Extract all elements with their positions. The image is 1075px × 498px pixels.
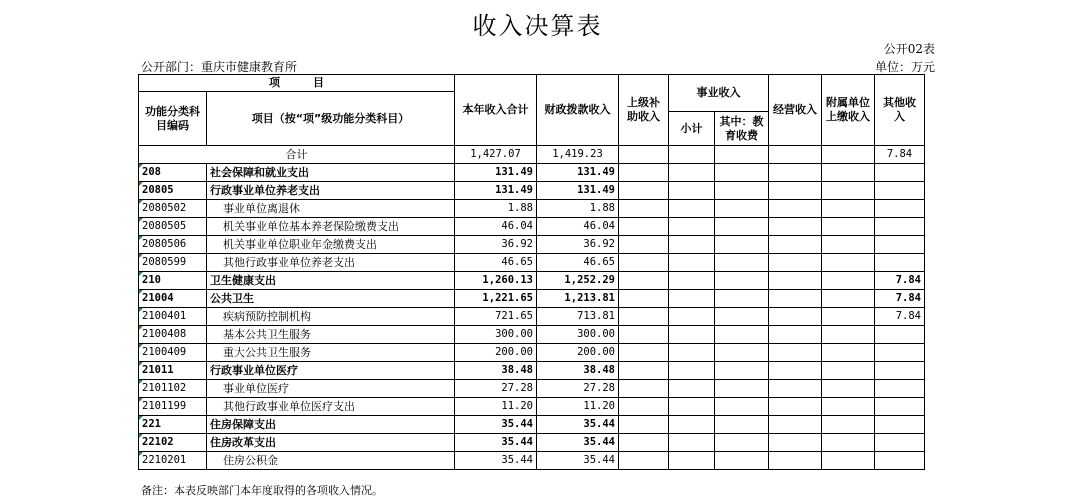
row-other bbox=[875, 362, 925, 380]
row-superior bbox=[619, 362, 669, 380]
row-affiliated bbox=[822, 434, 875, 452]
row-fiscal: 35.44 bbox=[537, 434, 619, 452]
row-affiliated bbox=[822, 182, 875, 200]
row-superior bbox=[619, 380, 669, 398]
row-total: 11.20 bbox=[455, 398, 537, 416]
row-business-subtotal bbox=[669, 218, 715, 236]
total-row bbox=[139, 146, 925, 164]
row-operating bbox=[769, 452, 822, 470]
row-total: 1.88 bbox=[455, 200, 537, 218]
row-other: 7.84 bbox=[875, 272, 925, 290]
row-name: 社会保障和就业支出 bbox=[207, 164, 455, 182]
row-fiscal: 11.20 bbox=[537, 398, 619, 416]
row-name: 机关事业单位基本养老保险缴费支出 bbox=[207, 218, 455, 236]
row-business-subtotal bbox=[669, 308, 715, 326]
row-total: 46.04 bbox=[455, 218, 537, 236]
row-edu-fee bbox=[715, 344, 769, 362]
row-edu-fee bbox=[715, 218, 769, 236]
row-other bbox=[875, 326, 925, 344]
row-affiliated bbox=[822, 326, 875, 344]
row-other bbox=[875, 452, 925, 470]
row-edu-fee bbox=[715, 434, 769, 452]
row-business-subtotal bbox=[669, 254, 715, 272]
table-row bbox=[139, 416, 925, 434]
row-business-subtotal bbox=[669, 290, 715, 308]
row-other: 7.84 bbox=[875, 290, 925, 308]
table-row bbox=[139, 344, 925, 362]
table-row bbox=[139, 452, 925, 470]
row-total: 131.49 bbox=[455, 182, 537, 200]
row-superior bbox=[619, 218, 669, 236]
row-name: 卫生健康支出 bbox=[207, 272, 455, 290]
row-superior bbox=[619, 164, 669, 182]
row-other bbox=[875, 182, 925, 200]
row-code: 2080502 bbox=[139, 200, 207, 218]
row-affiliated bbox=[822, 200, 875, 218]
row-edu-fee bbox=[715, 416, 769, 434]
header-item: 项 目 bbox=[139, 75, 455, 92]
header-fiscal: 财政拨款收入 bbox=[537, 75, 619, 146]
row-business-subtotal bbox=[669, 182, 715, 200]
row-superior bbox=[619, 434, 669, 452]
row-total: 300.00 bbox=[455, 326, 537, 344]
row-total: 35.44 bbox=[455, 416, 537, 434]
row-operating bbox=[769, 290, 822, 308]
table-row bbox=[139, 200, 925, 218]
row-business-subtotal bbox=[669, 398, 715, 416]
row-other: 7.84 bbox=[875, 308, 925, 326]
row-fiscal: 1,252.29 bbox=[537, 272, 619, 290]
row-total: 1,221.65 bbox=[455, 290, 537, 308]
row-total: 36.92 bbox=[455, 236, 537, 254]
header-operating: 经营收入 bbox=[769, 75, 822, 146]
row-total: 131.49 bbox=[455, 164, 537, 182]
row-operating bbox=[769, 398, 822, 416]
row-affiliated bbox=[822, 452, 875, 470]
row-superior bbox=[619, 398, 669, 416]
row-code: 22102 bbox=[139, 434, 207, 452]
row-name: 疾病预防控制机构 bbox=[207, 308, 455, 326]
header-edu-fee: 其中：教育收费 bbox=[715, 112, 769, 146]
row-operating bbox=[769, 308, 822, 326]
row-total: 721.65 bbox=[455, 308, 537, 326]
row-operating bbox=[769, 254, 822, 272]
table-row bbox=[139, 434, 925, 452]
row-business-subtotal bbox=[669, 272, 715, 290]
row-name: 公共卫生 bbox=[207, 290, 455, 308]
table-row bbox=[139, 164, 925, 182]
total-other-value: 7.84 bbox=[875, 146, 925, 164]
footnote: 备注：本表反映部门本年度取得的各项收入情况。 bbox=[141, 484, 383, 497]
header-other: 其他收入 bbox=[875, 75, 925, 146]
row-edu-fee bbox=[715, 452, 769, 470]
income-table bbox=[138, 74, 925, 470]
row-affiliated bbox=[822, 254, 875, 272]
row-business-subtotal bbox=[669, 380, 715, 398]
table-row bbox=[139, 326, 925, 344]
row-other bbox=[875, 416, 925, 434]
row-total: 27.28 bbox=[455, 380, 537, 398]
row-business-subtotal bbox=[669, 452, 715, 470]
row-fiscal: 46.65 bbox=[537, 254, 619, 272]
row-operating bbox=[769, 434, 822, 452]
row-fiscal: 36.92 bbox=[537, 236, 619, 254]
row-edu-fee bbox=[715, 398, 769, 416]
row-business-subtotal bbox=[669, 362, 715, 380]
row-total: 200.00 bbox=[455, 344, 537, 362]
row-edu-fee bbox=[715, 236, 769, 254]
row-fiscal: 35.44 bbox=[537, 416, 619, 434]
row-fiscal: 200.00 bbox=[537, 344, 619, 362]
row-total: 35.44 bbox=[455, 452, 537, 470]
row-affiliated bbox=[822, 398, 875, 416]
row-edu-fee bbox=[715, 362, 769, 380]
row-code: 208 bbox=[139, 164, 207, 182]
row-total: 38.48 bbox=[455, 362, 537, 380]
row-operating bbox=[769, 416, 822, 434]
row-other bbox=[875, 434, 925, 452]
row-superior bbox=[619, 236, 669, 254]
row-name: 住房改革支出 bbox=[207, 434, 455, 452]
row-affiliated bbox=[822, 272, 875, 290]
row-fiscal: 300.00 bbox=[537, 326, 619, 344]
table-row bbox=[139, 308, 925, 326]
row-business-subtotal bbox=[669, 236, 715, 254]
row-code: 2101199 bbox=[139, 398, 207, 416]
header-business: 事业收入 bbox=[669, 75, 769, 112]
row-fiscal: 131.49 bbox=[537, 164, 619, 182]
row-affiliated bbox=[822, 164, 875, 182]
header-affiliated: 附属单位上缴收入 bbox=[822, 75, 875, 146]
row-code: 2210201 bbox=[139, 452, 207, 470]
row-other bbox=[875, 254, 925, 272]
row-affiliated bbox=[822, 218, 875, 236]
row-superior bbox=[619, 452, 669, 470]
header-total-income: 本年收入合计 bbox=[455, 75, 537, 146]
unit-label: 单位：万元 bbox=[874, 60, 935, 74]
row-superior bbox=[619, 182, 669, 200]
row-operating bbox=[769, 218, 822, 236]
row-other bbox=[875, 164, 925, 182]
table-row bbox=[139, 398, 925, 416]
row-operating bbox=[769, 164, 822, 182]
row-edu-fee bbox=[715, 182, 769, 200]
row-name: 行政事业单位养老支出 bbox=[207, 182, 455, 200]
row-name: 其他行政事业单位医疗支出 bbox=[207, 398, 455, 416]
row-name: 基本公共卫生服务 bbox=[207, 326, 455, 344]
row-business-subtotal bbox=[669, 326, 715, 344]
row-name: 事业单位医疗 bbox=[207, 380, 455, 398]
row-other bbox=[875, 398, 925, 416]
row-affiliated bbox=[822, 380, 875, 398]
row-other bbox=[875, 200, 925, 218]
header-item-name: 项目（按“项”级功能分类科目） bbox=[207, 92, 455, 146]
page-title: 收入决算表 bbox=[472, 12, 603, 40]
table-row bbox=[139, 272, 925, 290]
row-operating bbox=[769, 362, 822, 380]
row-code: 2080599 bbox=[139, 254, 207, 272]
row-edu-fee bbox=[715, 290, 769, 308]
department-label: 公开部门：重庆市健康教育所 bbox=[141, 60, 298, 74]
row-name: 重大公共卫生服务 bbox=[207, 344, 455, 362]
row-operating bbox=[769, 182, 822, 200]
row-name: 其他行政事业单位养老支出 bbox=[207, 254, 455, 272]
row-other bbox=[875, 218, 925, 236]
row-edu-fee bbox=[715, 326, 769, 344]
table-row bbox=[139, 236, 925, 254]
row-operating bbox=[769, 344, 822, 362]
row-code: 221 bbox=[139, 416, 207, 434]
row-affiliated bbox=[822, 236, 875, 254]
row-name: 机关事业单位职业年金缴费支出 bbox=[207, 236, 455, 254]
row-edu-fee bbox=[715, 164, 769, 182]
row-other bbox=[875, 236, 925, 254]
row-total: 46.65 bbox=[455, 254, 537, 272]
row-name: 行政事业单位医疗 bbox=[207, 362, 455, 380]
row-superior bbox=[619, 308, 669, 326]
row-superior bbox=[619, 290, 669, 308]
row-name: 事业单位离退休 bbox=[207, 200, 455, 218]
row-other bbox=[875, 344, 925, 362]
row-business-subtotal bbox=[669, 164, 715, 182]
table-row bbox=[139, 380, 925, 398]
row-superior bbox=[619, 344, 669, 362]
table-row bbox=[139, 218, 925, 236]
row-affiliated bbox=[822, 416, 875, 434]
row-code: 210 bbox=[139, 272, 207, 290]
table-row bbox=[139, 290, 925, 308]
row-superior bbox=[619, 254, 669, 272]
row-name: 住房公积金 bbox=[207, 452, 455, 470]
total-income-value: 1,427.07 bbox=[455, 146, 537, 164]
row-operating bbox=[769, 380, 822, 398]
row-business-subtotal bbox=[669, 434, 715, 452]
row-affiliated bbox=[822, 308, 875, 326]
row-business-subtotal bbox=[669, 344, 715, 362]
row-edu-fee bbox=[715, 200, 769, 218]
row-code: 2080506 bbox=[139, 236, 207, 254]
table-row bbox=[139, 362, 925, 380]
header-func-code: 功能分类科目编码 bbox=[139, 92, 207, 146]
row-total: 35.44 bbox=[455, 434, 537, 452]
row-fiscal: 46.04 bbox=[537, 218, 619, 236]
row-affiliated bbox=[822, 290, 875, 308]
row-code: 21004 bbox=[139, 290, 207, 308]
row-superior bbox=[619, 326, 669, 344]
row-fiscal: 38.48 bbox=[537, 362, 619, 380]
table-row bbox=[139, 254, 925, 272]
row-code: 2101102 bbox=[139, 380, 207, 398]
row-other bbox=[875, 380, 925, 398]
row-name: 住房保障支出 bbox=[207, 416, 455, 434]
total-label: 合计 bbox=[139, 146, 455, 164]
row-fiscal: 1.88 bbox=[537, 200, 619, 218]
header-subtotal: 小计 bbox=[669, 112, 715, 146]
row-operating bbox=[769, 272, 822, 290]
row-code: 2100409 bbox=[139, 344, 207, 362]
row-operating bbox=[769, 236, 822, 254]
row-fiscal: 27.28 bbox=[537, 380, 619, 398]
row-business-subtotal bbox=[669, 416, 715, 434]
row-edu-fee bbox=[715, 272, 769, 290]
row-business-subtotal bbox=[669, 200, 715, 218]
row-code: 2100408 bbox=[139, 326, 207, 344]
row-fiscal: 713.81 bbox=[537, 308, 619, 326]
row-code: 20805 bbox=[139, 182, 207, 200]
row-code: 2080505 bbox=[139, 218, 207, 236]
row-fiscal: 1,213.81 bbox=[537, 290, 619, 308]
row-affiliated bbox=[822, 362, 875, 380]
row-superior bbox=[619, 416, 669, 434]
row-superior bbox=[619, 272, 669, 290]
row-operating bbox=[769, 200, 822, 218]
row-edu-fee bbox=[715, 308, 769, 326]
row-edu-fee bbox=[715, 380, 769, 398]
table-code: 公开02表 bbox=[883, 42, 935, 56]
table-row bbox=[139, 182, 925, 200]
row-superior bbox=[619, 200, 669, 218]
row-fiscal: 131.49 bbox=[537, 182, 619, 200]
row-affiliated bbox=[822, 344, 875, 362]
row-edu-fee bbox=[715, 254, 769, 272]
row-operating bbox=[769, 326, 822, 344]
row-code: 2100401 bbox=[139, 308, 207, 326]
row-total: 1,260.13 bbox=[455, 272, 537, 290]
header-superior: 上级补助收入 bbox=[619, 75, 669, 146]
total-fiscal-value: 1,419.23 bbox=[537, 146, 619, 164]
row-code: 21011 bbox=[139, 362, 207, 380]
row-fiscal: 35.44 bbox=[537, 452, 619, 470]
